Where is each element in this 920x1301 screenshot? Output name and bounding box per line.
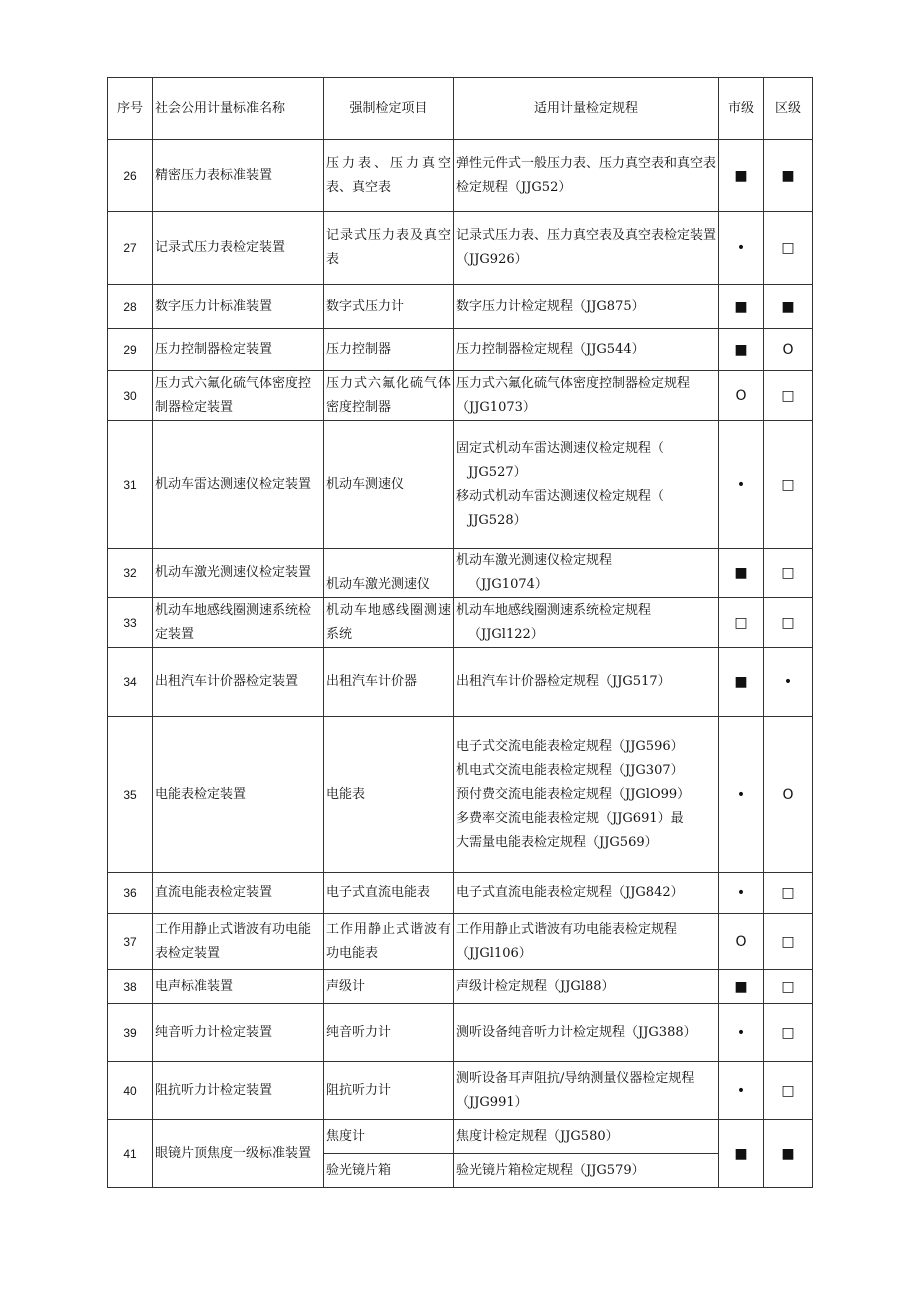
rule-line: 声级计检定规程（JJGl88） [456,978,615,994]
rule-line: （JJGl122） [468,626,544,642]
row-item: 压力表、压力真空表、真空表 [324,140,454,212]
table-row [108,140,813,212]
row-district-mark: □ [764,873,813,914]
row-city-mark: ■ [719,140,764,212]
rule-line: 数字压力计检定规程（JJG875） [456,298,645,314]
row-district-mark: □ [764,421,813,549]
rule-line: JJG527） [468,464,527,480]
rule-line: 大需量电能表检定规程（JJG569） [456,834,658,850]
row-seq: 34 [108,648,153,717]
row-name: 精密压力表标准装置 [153,140,324,212]
row-rules [454,285,719,329]
row-district-mark: ■ [764,1120,813,1188]
metrology-standards-table [107,77,813,1188]
rule-line: JJG528） [468,512,527,528]
row-name: 电声标准装置 [153,970,324,1004]
row-seq: 41 [108,1120,153,1188]
row-city-mark: □ [719,598,764,648]
row-city-mark: ■ [719,1120,764,1188]
row-district-mark: □ [764,212,813,285]
row-city-mark: • [719,717,764,873]
row-item: 阻抗听力计 [324,1062,454,1120]
row-item: 验光镜片箱 [324,1154,454,1188]
row-city-mark: O [719,914,764,970]
row-city-mark: ■ [719,549,764,598]
rule-line: 预付费交流电能表检定规程（JJGlO99） [456,786,691,802]
table-row [108,970,813,1004]
header-name: 社会公用计量标准名称 [153,78,324,140]
row-seq: 39 [108,1004,153,1062]
rule-line: 测听设备纯音听力计检定规程（JJG388） [456,1024,697,1040]
rule-line: 电子式交流电能表检定规程（JJG596） [456,738,684,754]
row-seq: 28 [108,285,153,329]
row-district-mark: □ [764,598,813,648]
row-city-mark: • [719,1062,764,1120]
row-seq: 31 [108,421,153,549]
header-rule: 适用计量检定规程 [454,78,719,140]
table-row [108,717,813,873]
row-item: 机动车激光测速仪 [324,549,454,598]
row-district-mark: □ [764,1004,813,1062]
row-item: 机动车测速仪 [324,421,454,549]
row-seq: 37 [108,914,153,970]
row-rules [454,1120,719,1154]
row-district-mark: O [764,717,813,873]
row-seq: 40 [108,1062,153,1120]
rule-line: 压力控制器检定规程（JJG544） [456,341,645,357]
row-item: 记录式压力表及真空表 [324,212,454,285]
row-city-mark: • [719,421,764,549]
row-city-mark: • [719,212,764,285]
row-district-mark: O [764,329,813,371]
row-rules [454,549,719,598]
row-rules [454,1062,719,1120]
row-city-mark: ■ [719,329,764,371]
row-district-mark: ■ [764,140,813,212]
rule-line: 机动车激光测速仪检定规程 [456,553,613,568]
row-rules [454,1004,719,1062]
row-name: 机动车地感线圈测速系统检定装置 [153,598,324,648]
row-rules [454,212,719,285]
row-name: 压力控制器检定装置 [153,329,324,371]
row-item: 机动车地感线圈测速系统 [324,598,454,648]
rule-line: 机电式交流电能表检定规程（JJG307） [456,762,684,778]
table-row [108,648,813,717]
rule-line: 固定式机动车雷达测速仪检定规程（ [456,440,665,456]
rule-line: 出租汽车计价器检定规程（JJG517） [456,674,671,689]
row-name: 纯音听力计检定装置 [153,1004,324,1062]
row-item: 压力式六氟化硫气体密度控制器 [324,371,454,421]
header-seq: 序号 [108,78,153,140]
row-name: 记录式压力表检定装置 [153,212,324,285]
row-rules [454,329,719,371]
rule-line: 记录式压力表、压力真空表及真空表检定装置（JJG926） [456,228,717,267]
row-name: 直流电能表检定装置 [153,873,324,914]
rule-line: 焦度计检定规程（JJG580） [456,1128,619,1144]
rule-line: 移动式机动车雷达测速仪检定规程（ [456,488,665,504]
row-item: 声级计 [324,970,454,1004]
row-item: 电子式直流电能表 [324,873,454,914]
row-item: 电能表 [324,717,454,873]
row-city-mark: • [719,873,764,914]
rule-line: 电子式直流电能表检定规程（JJG842） [456,885,684,900]
table-row [108,598,813,648]
row-item: 压力控制器 [324,329,454,371]
row-seq: 32 [108,549,153,598]
rule-line: 多费率交流电能表检定规（JJG691）最 [456,810,684,826]
table-row [108,212,813,285]
row-city-mark: ■ [719,648,764,717]
table-row [108,329,813,371]
row-seq: 38 [108,970,153,1004]
row-district-mark: □ [764,549,813,598]
row-rules [454,598,719,648]
row-rules [454,717,719,873]
row-item: 焦度计 [324,1120,454,1154]
row-district-mark: □ [764,970,813,1004]
row-district-mark: • [764,648,813,717]
table-row [108,421,813,549]
row-seq: 29 [108,329,153,371]
row-city-mark: O [719,371,764,421]
row-name: 眼镜片顶焦度一级标准装置 [153,1120,324,1188]
header-row [108,78,813,140]
table-row [108,285,813,329]
row-seq: 36 [108,873,153,914]
rule-line: 压力式六氟化硫气体密度控制器检定规程（JJG1073） [456,375,691,415]
rule-line: 机动车地感线圈测速系统检定规程 [456,602,652,618]
row-rules [454,1154,719,1188]
row-name: 电能表检定装置 [153,717,324,873]
row-district-mark: ■ [764,285,813,329]
table-row [108,873,813,914]
rule-line: 测听设备耳声阻抗/导纳测量仪器检定规程（JJG991） [456,1070,695,1110]
header-district: 区级 [764,78,813,140]
row-rules [454,648,719,717]
row-rules [454,421,719,549]
row-name: 机动车激光测速仪检定装置 [153,549,324,598]
row-rules [454,371,719,421]
row-rules [454,873,719,914]
row-city-mark: • [719,1004,764,1062]
row-city-mark: ■ [719,285,764,329]
row-district-mark: □ [764,914,813,970]
row-city-mark: ■ [719,970,764,1004]
row-seq: 26 [108,140,153,212]
row-seq: 30 [108,371,153,421]
row-name: 工作用静止式谐波有功电能表检定装置 [153,914,324,970]
row-district-mark: □ [764,371,813,421]
row-seq: 27 [108,212,153,285]
header-city: 市级 [719,78,764,140]
header-item: 强制检定项目 [324,78,454,140]
row-name: 阻抗听力计检定装置 [153,1062,324,1120]
row-item: 数字式压力计 [324,285,454,329]
row-item: 纯音听力计 [324,1004,454,1062]
rule-line: 验光镜片箱检定规程（JJG579） [456,1162,645,1178]
rule-line: 工作用静止式谐波有功电能表检定规程（JJGl106） [456,921,678,961]
row-name: 压力式六氟化硫气体密度控制器检定装置 [153,371,324,421]
table-row [108,371,813,421]
row-name: 数字压力计标准装置 [153,285,324,329]
row-item: 出租汽车计价器 [324,648,454,717]
table-row [108,914,813,970]
row-rules [454,970,719,1004]
table-row [108,1120,813,1154]
row-rules [454,140,719,212]
row-district-mark: □ [764,1062,813,1120]
rule-line: （JJG1074） [468,577,548,592]
row-name: 出租汽车计价器检定装置 [153,648,324,717]
rule-line: 弹性元件式一般压力表、压力真空表和真空表检定规程（JJG52） [456,155,717,195]
table-row [108,1062,813,1120]
table-row [108,1004,813,1062]
row-item: 工作用静止式谐波有功电能表 [324,914,454,970]
row-seq: 33 [108,598,153,648]
document-page [107,77,813,1188]
row-name: 机动车雷达测速仪检定装置 [153,421,324,549]
table-row [108,549,813,598]
row-seq: 35 [108,717,153,873]
row-rules [454,914,719,970]
